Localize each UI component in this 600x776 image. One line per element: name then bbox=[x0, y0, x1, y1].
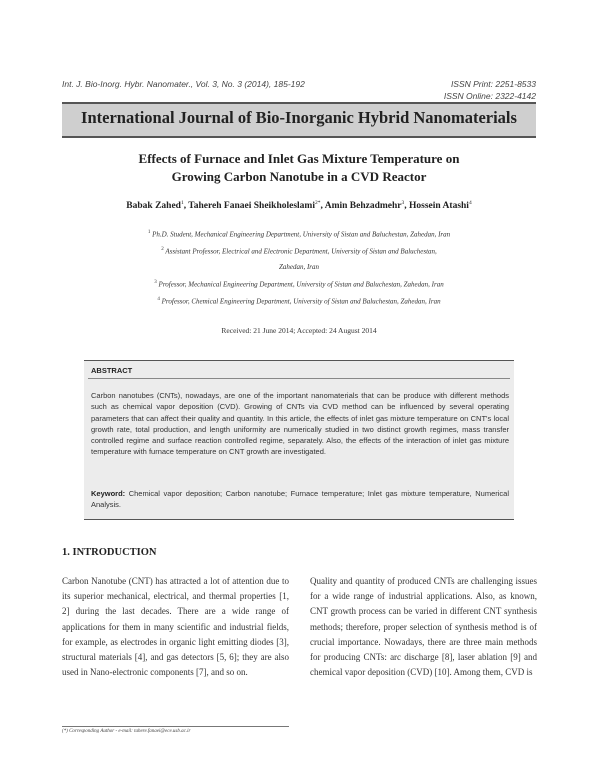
paper-title bbox=[70, 150, 528, 186]
section-heading: 1. INTRODUCTION bbox=[62, 547, 157, 558]
author-mark: 2* bbox=[314, 200, 321, 206]
intro-left-column: Carbon Nanotube (CNT) has attracted a lot of attention due to its superior mechanical, electrical, and thermal properties [1, 2] during the last decades. There are a wide range of applications for them in many scientific and industrial fields, for example, as electrodes in organic light emitting diodes [3], structural materials [4], and gas detectors [5, 6]; they are also used in Nano-electronic components [7], and so on. bbox=[62, 576, 289, 678]
footnote-divider bbox=[62, 726, 289, 727]
intro-right-column: Quality and quantity of produced CNTs are challenging issues for a wide range of industrial applications. Also, as known, CNT growth process can be varied in different CNT synthesis methods; therefore, proper selection of synthesis method is of crucial importance. Nowadays, there are three main methods for producing CNTs: arc discharge [8], laser ablation [9] and chemical vapor deposition (CVD) [10]. Among them, CVD is bbox=[310, 576, 537, 678]
header-citation: Int. J. Bio-Inorg. Hybr. Nanomater., Vol. 3, No. 3 (2014), 185-192 bbox=[62, 79, 305, 89]
paper-title-line-2: Growing Carbon Nanotube in a CVD Reactor bbox=[171, 169, 427, 184]
header-issn-print: ISSN Print: 2251-8533 bbox=[450, 79, 536, 89]
author-mark: 3 bbox=[401, 200, 405, 206]
keywords-list: Chemical vapor deposition; Carbon nanotube; Furnace temperature; Inlet gas mixture temperature, Numerical Analysis. bbox=[91, 489, 509, 510]
affiliation-line: $^4$ Professor, Chemical Engineering Department, University of Sistan and Baluchestan, Zahedan, Iran bbox=[157, 296, 441, 306]
affiliation-line: $^3$ Professor, Mechanical Engineering Department, University of Sistan and Baluchestan, Zahedan, Iran bbox=[154, 279, 444, 288]
header-issn-online: ISSN Online: 2322-4142 bbox=[443, 91, 536, 101]
keywords-label: Keyword: bbox=[91, 489, 126, 498]
journal-title: International Journal of Bio-Inorganic Hybrid Nanomaterials bbox=[81, 108, 517, 127]
author-mark: 1 bbox=[180, 200, 184, 206]
paper-title-line-1: Effects of Furnace and Inlet Gas Mixture Temperature on bbox=[138, 151, 460, 166]
corresponding-author-footnote: (*) Corresponding Author - e-mail: tahere.fanaei@ece.usb.ac.ir bbox=[62, 729, 191, 734]
abstract-text: Carbon nanotubes (CNTs), nowadays, are one of the important nanomaterials that can be produce with different methods such as chemical vapor deposition (CVD). Growing of CNTs via CVD method can be influenced by several operating parameters that can affect their quality and quantity. In this article, the effects of inlet gas mixture temperature on CNT's local growth rate, total production, and length uniformity are numerically studied in two distinct growth regimes, mass transfer controlled regime and surface reaction controlled regime, separately. Also, the effects of the interaction of inlet gas mixture temperature with furnace temperature on CNT growth are investigated. bbox=[91, 391, 509, 457]
affiliation-line: Zahedan, Iran bbox=[278, 262, 320, 271]
author-mark: 4 bbox=[468, 200, 472, 206]
affiliation-line: $^1$ Ph.D. Student, Mechanical Engineering Department, University of Sistan and Baluchestan, Zahedan, Iran bbox=[147, 230, 451, 239]
received-dates: Received: 21 June 2014; Accepted: 24 August 2014 bbox=[221, 326, 377, 335]
keywords bbox=[91, 488, 509, 511]
author-name: Amin Behzadmehr bbox=[324, 201, 402, 212]
abstract-heading: ABSTRACT bbox=[91, 366, 133, 375]
abstract-divider bbox=[88, 378, 510, 379]
author-list: Babak Zahed$^1$, Tahereh Fanaei Sheikholeslami$^{2*}$, Amin Behzadmehr$^3$, Hossein Atashi$^4$ bbox=[126, 200, 472, 212]
affiliations bbox=[62, 225, 536, 309]
affiliation-line: $^2$ Assistant Professor, Electrical and Electronic Department, University of Sistan and Baluchestan, bbox=[161, 247, 437, 256]
author-name: Hossein Atashi bbox=[409, 201, 469, 212]
author-name: Babak Zahed bbox=[126, 201, 181, 212]
author-name: Tahereh Fanaei Sheikholeslami bbox=[188, 201, 315, 212]
